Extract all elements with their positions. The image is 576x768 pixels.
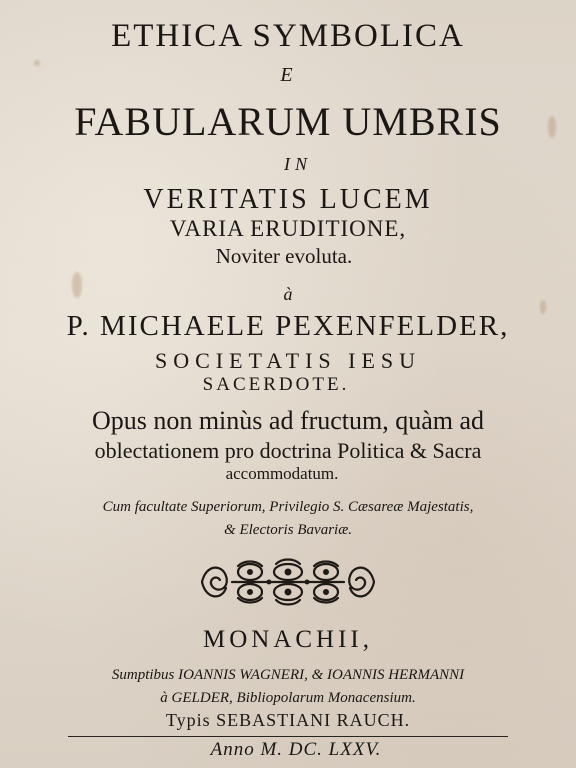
author-order: SOCIETATIS IESU — [154, 348, 422, 373]
description-line-2: oblectationem pro doctrina Politica & Sacra — [94, 438, 482, 463]
privilege-line-2: & Electoris Bavariæ. — [224, 522, 352, 538]
book-title-line-3: VERITATIS LUCEM — [143, 184, 433, 215]
description-line-3: accommodatum. — [225, 464, 339, 483]
publisher-line-2: à GELDER, Bibliopolarum Monacensium. — [160, 690, 416, 706]
printers-ornament — [192, 556, 384, 608]
book-title-conjunction: E — [280, 64, 296, 86]
publisher-line-1: Sumptibus IOANNIS WAGNERI, & IOANNIS HERMANNI — [111, 667, 465, 683]
privilege-line-1: Cum facultate Superiorum, Privilegio S. Cæsareæ Majestatis, — [102, 499, 474, 515]
description-line-1: Opus non minùs ad fructum, quàm ad — [91, 406, 485, 435]
book-title-line-2: FABULARUM UMBRIS — [74, 99, 502, 144]
printer-line: Typis SEBASTIANI RAUCH. — [165, 710, 411, 730]
book-title-preposition: IN — [284, 154, 312, 174]
publication-year: Anno M. DC. LXXV. — [210, 739, 382, 760]
book-subtitle-line-2: Noviter evoluta. — [215, 244, 353, 268]
author-name: P. MICHAELE PEXENFELDER, — [66, 310, 510, 342]
author-preposition: à — [283, 284, 293, 304]
author-office: SACERDOTE. — [202, 374, 350, 395]
imprint-place: MONACHII, — [202, 626, 374, 653]
imprint-rule — [68, 736, 508, 737]
book-title-line-1: ETHICA SYMBOLICA — [111, 18, 465, 54]
book-subtitle-line-1: VARIA ERUDITIONE, — [169, 216, 407, 241]
